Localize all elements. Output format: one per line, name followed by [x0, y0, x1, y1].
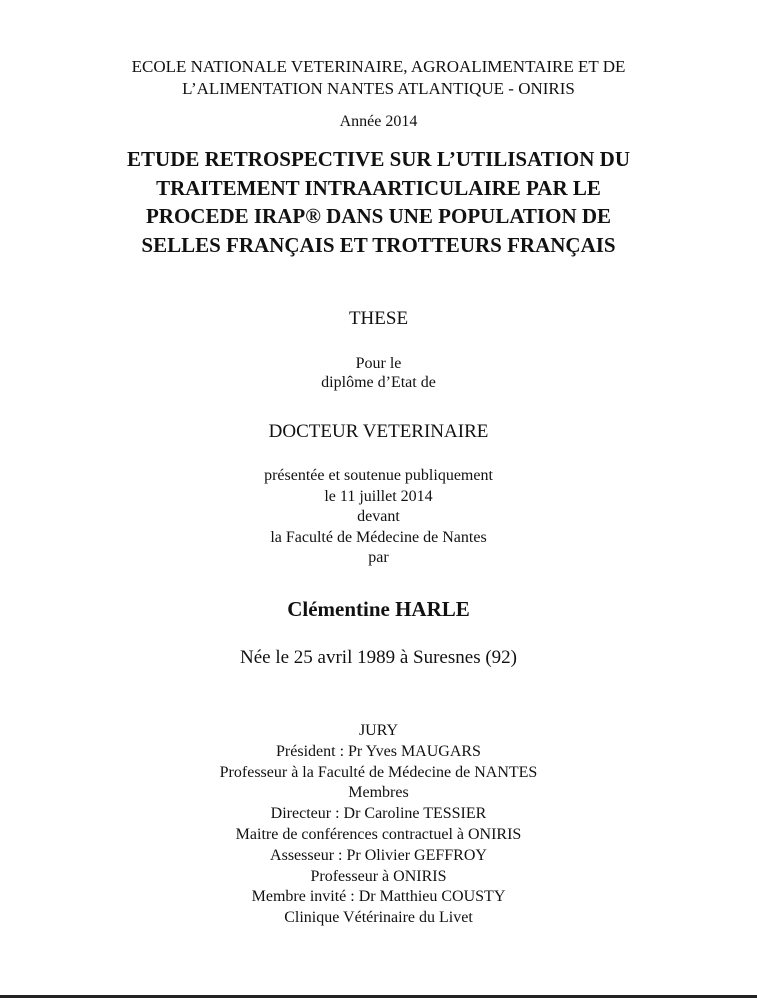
author-name — [0, 596, 757, 622]
page-bottom-divider — [0, 995, 757, 998]
jury-line: Directeur : Dr Caroline TESSIER — [270, 805, 487, 823]
jury-line: Maitre de conférences contractuel à ONIRIS — [235, 825, 522, 843]
author-birth-text: Née le 25 avril 1989 à Suresnes (92) — [239, 647, 517, 668]
degree-title — [0, 420, 757, 444]
jury-line: JURY — [358, 722, 399, 739]
jury-line: Professeur à ONIRIS — [310, 867, 447, 885]
jury-line: Président : Pr Yves MAUGARS — [276, 742, 481, 760]
title-line: PROCEDE IRAP® DANS UNE POPULATION DE — [145, 204, 612, 228]
presentation-block — [0, 466, 757, 569]
jury-line: Membre invité : Dr Matthieu COUSTY — [251, 888, 506, 906]
presentation-line: par — [368, 549, 389, 566]
pour-line: Pour le — [355, 355, 402, 372]
school-line: L’ALIMENTATION NANTES ATLANTIQUE - ONIRIS — [182, 79, 575, 98]
degree-text: DOCTEUR VETERINAIRE — [268, 421, 489, 442]
presentation-line: la Faculté de Médecine de Nantes — [270, 528, 487, 546]
jury-line: Assesseur : Pr Olivier GEFFROY — [270, 846, 487, 864]
school-line: ECOLE NATIONALE VETERINAIRE, AGROALIMENTAIRE ET DE — [131, 57, 626, 76]
jury-line: Clinique Vétérinaire du Livet — [284, 909, 473, 927]
jury-line: Membres — [348, 784, 409, 802]
author-name-text: Clémentine HARLE — [287, 597, 470, 621]
title-line: SELLES FRANÇAIS ET TROTTEURS FRANÇAIS — [141, 232, 616, 257]
presentation-line: devant — [357, 508, 400, 525]
pour-le-diplome — [0, 354, 757, 392]
year — [0, 112, 757, 132]
jury-block — [0, 721, 757, 929]
pour-line: diplôme d’Etat de — [321, 374, 436, 391]
these-label — [0, 307, 757, 331]
title-line: TRAITEMENT INTRAARTICULAIRE PAR LE — [156, 175, 601, 200]
presentation-line: le 11 juillet 2014 — [324, 487, 433, 505]
thesis-title — [0, 145, 757, 259]
these-text: THESE — [348, 308, 409, 329]
author-birth — [0, 646, 757, 670]
title-line: ETUDE RETROSPECTIVE SUR L’UTILISATION DU — [127, 147, 630, 171]
presentation-line: présentée et soutenue publiquement — [264, 467, 493, 484]
school-name — [0, 56, 757, 100]
jury-line: Professeur à la Faculté de Médecine de NANTES — [219, 763, 538, 781]
year-text: Année 2014 — [339, 113, 418, 130]
